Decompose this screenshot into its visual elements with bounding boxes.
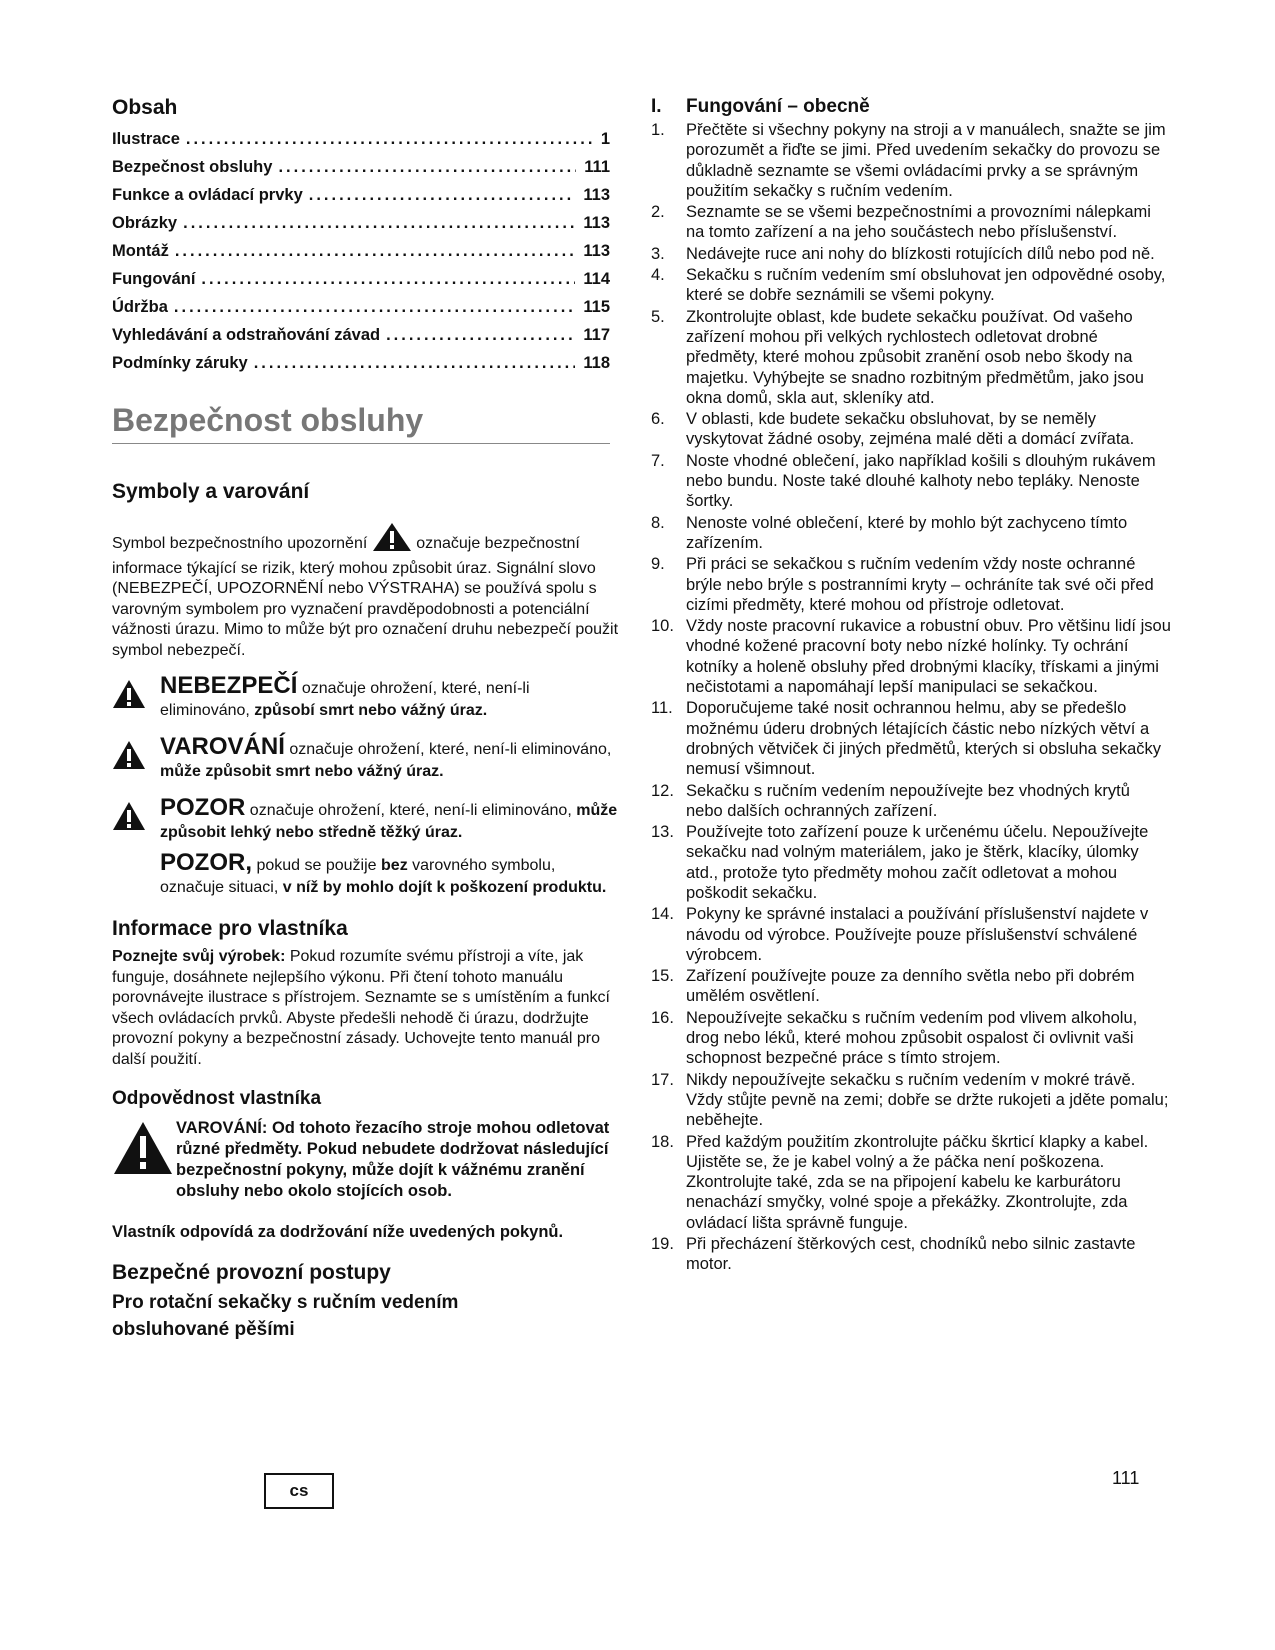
safe-ops-subheading: Pro rotační sekačky s ručním vedením obsluhované pěšími <box>112 1291 459 1340</box>
page-number: 111 <box>1112 1468 1140 1488</box>
symbols-intro-after: označuje bezpečnostní informace týkající se rizik, který mohou způsobit úraz. Signální slovo (NEBEZPEČÍ, UPOZORNĚNÍ nebo VÝSTRAHA) se používá spolu s varovným symbolem pro vyznačení pravděpodobnosti a potenciální vážnosti úrazu. Mimo to může být pro označení druhu nebezpečí použit symbol nebezpečí. <box>112 535 619 659</box>
toc-entry-page: 113 <box>583 214 610 232</box>
rule-number: 17. <box>651 1070 674 1089</box>
left-column <box>112 96 622 1343</box>
rule-text: Při práci se sekačkou s ručním vedením vždy noste ochranné brýle nebo brýle s postranními kryty – ochráníte tak své oči před cizími předměty, které mohou od přístroje odletovat. <box>686 555 1154 614</box>
rule-number: 16. <box>651 1008 674 1027</box>
rule-item <box>651 202 1171 243</box>
rule-text: Pokyny ke správné instalaci a používání příslušenství najdete v návodu od výrobce. Používejte pouze příslušenství schválené výrobcem. <box>686 905 1149 964</box>
toc-leader <box>180 130 593 149</box>
rule-number: 11. <box>651 699 673 718</box>
rule-item <box>651 451 1171 512</box>
danger-word: NEBEZPEČÍ <box>160 672 298 699</box>
safe-ops-heading: Bezpečné provozní postupy <box>112 1260 391 1284</box>
rule-text: Vždy noste pracovní rukavice a robustní obuv. Pro většinu lidí jsou vhodné kožené pracovní boty nebo nízké holínky. Ty ochrání kotníky a holeně obsluhy před drobnými klacíky, třískami a jinými nečistotami a napomáhají lepší manipulaci se sekačkou. <box>686 617 1171 697</box>
caution2-text-a: pokud se použije <box>256 857 377 874</box>
toc-leader <box>272 158 576 177</box>
warning-signal <box>112 733 622 783</box>
toc-leader <box>303 186 576 205</box>
rule-item <box>651 698 1171 779</box>
rule-number: 3. <box>651 244 665 263</box>
danger-text: označuje ohrožení, které, není-li eliminováno, <box>160 680 530 719</box>
owner-info-body: Pokud rozumíte svému přístroji a víte, jak funguje, dosáhnete nejlepšího výkonu. Při čtení tohoto manuálu porovnávejte ilustrace s přístrojem. Seznamte se s umístěním a funkcí všech ovládacích prvků. Abyste předešli nehodě či úrazu, dodržujte provozní pokyny a bezpečnostní zásady. Uchovejte tento manuál pro další použití. <box>112 948 610 1068</box>
rule-text: Nepoužívejte sekačku s ručním vedením pod vlivem alkoholu, drog nebo léků, které mohou způsobit ospalost či ovlivnit vaši schopnost bezpečné práce s tímto strojem. <box>686 1008 1138 1068</box>
toc-entry <box>112 298 610 326</box>
toc-leader <box>168 298 575 317</box>
toc-list <box>112 130 622 382</box>
toc-leader <box>195 270 575 289</box>
operation-number: I. <box>651 96 662 117</box>
caution-bold: může způsobit lehký nebo středně těžký úraz. <box>160 802 618 841</box>
rule-text: Zařízení používejte pouze za denního světla nebo při dobrém umělém osvětlení. <box>686 967 1135 1006</box>
toc-entry-title: Podmínky záruky <box>112 354 248 372</box>
page-title: Bezpečnost obsluhy <box>112 402 610 444</box>
rule-item <box>651 904 1171 965</box>
danger-icon <box>112 675 160 722</box>
rule-number: 14. <box>651 905 674 924</box>
toc-entry-title: Údržba <box>112 298 168 316</box>
rule-text: Nikdy nepoužívejte sekačku s ručním vedením v mokré trávě. Vždy stůjte pevně na zemi; dobře se držte rukojeti a jděte pomalu; neběhejte. <box>686 1070 1169 1130</box>
rule-number: 15. <box>651 967 674 986</box>
toc-entry-title: Fungování <box>112 270 196 288</box>
owner-resp-warning: VAROVÁNÍ: Od tohoto řezacího stroje mohou odletovat různé předměty. Pokud nebudete dodržovat následující bezpečnostní pokyny, může dojít k vážnému zranění obsluhy nebo okolo stojících osob. <box>176 1119 610 1200</box>
warning-word: VAROVÁNÍ <box>160 733 285 760</box>
operation-rules-list <box>651 120 1171 1275</box>
toc-entry-title: Vyhledávání a odstraňování závad <box>112 326 381 344</box>
toc-leader <box>177 214 575 233</box>
rule-item <box>651 966 1171 1007</box>
toc-entry-title: Montáž <box>112 242 169 260</box>
toc-entry-title: Funkce a ovládací prvky <box>112 186 303 204</box>
owner-info-lead: Poznejte svůj výrobek: <box>112 948 286 965</box>
rule-item <box>651 781 1171 822</box>
rule-item <box>651 409 1171 450</box>
rule-item <box>651 244 1171 264</box>
symbols-intro-before: Symbol bezpečnostního upozornění <box>112 535 368 552</box>
rule-text: Nenoste volné oblečení, které by mohlo být zachyceno tímto zařízením. <box>686 513 1128 552</box>
rule-text: Nedávejte ruce ani nohy do blízkosti rotujících dílů nebo pod ně. <box>686 244 1155 263</box>
owner-info-heading: Informace pro vlastníka <box>112 917 348 940</box>
toc-entry <box>112 158 610 186</box>
rule-number: 13. <box>651 823 674 842</box>
toc-entry-title: Bezpečnost obsluhy <box>112 158 273 176</box>
warning-triangle-icon <box>372 522 412 559</box>
rule-text: Sekačku s ručním vedením smí obsluhovat jen odpovědné osoby, které se dobře seznámili se všemi pokyny. <box>686 266 1166 305</box>
toc-heading: Obsah <box>112 96 178 119</box>
owner-info-text <box>112 947 622 1070</box>
rule-text: Seznamte se se všemi bezpečnostními a provozními nálepkami na tomto zařízení a na jeho součástech nebo příslušenství. <box>686 203 1151 242</box>
rule-item <box>651 822 1171 903</box>
symbols-heading: Symboly a varování <box>112 480 310 503</box>
toc-leader <box>248 354 576 373</box>
owner-resp-warning-block <box>112 1118 622 1202</box>
rule-number: 9. <box>651 555 665 574</box>
warning-bold: může způsobit smrt nebo vážný úraz. <box>160 763 444 780</box>
language-badge: cs <box>264 1473 334 1509</box>
toc-entry <box>112 130 610 158</box>
danger-bold: způsobí smrt nebo vážný úraz. <box>254 702 488 719</box>
caution-icon <box>112 797 160 844</box>
owner-resp-heading: Odpovědnost vlastníka <box>112 1088 322 1109</box>
rule-item <box>651 1132 1171 1233</box>
rule-number: 5. <box>651 307 665 326</box>
toc-entry-title: Obrázky <box>112 214 178 232</box>
toc-entry <box>112 354 610 382</box>
rule-item <box>651 554 1171 615</box>
owner-resp-note: Vlastník odpovídá za dodržování níže uvedených pokynů. <box>112 1223 564 1241</box>
rule-text: Před každým použitím zkontrolujte páčku škrticí klapky a kabel. Ujistěte se, že je kabel volný a že páčka není poškozena. Zkontrolujte také, zda se na připojení kabelu ke karburátoru nenachází smyčky, volné spoje a překážky. Zkontrolujte, zda ovládací lišta správně funguje. <box>686 1132 1149 1232</box>
symbols-intro <box>112 522 622 661</box>
toc-entry <box>112 270 610 298</box>
rule-number: 1. <box>651 121 665 139</box>
warning-icon <box>112 736 160 783</box>
toc-entry <box>112 242 610 270</box>
rule-number: 7. <box>651 451 665 470</box>
rule-item <box>651 616 1171 697</box>
rule-item <box>651 513 1171 554</box>
toc-leader <box>380 326 575 345</box>
caution-word: POZOR <box>160 794 246 821</box>
toc-entry-page: 118 <box>583 354 610 372</box>
rule-number: 2. <box>651 203 665 222</box>
rule-text: Doporučujeme také nosit ochrannou helmu, aby se předešlo možnému úderu drobných létajících částic nebo nízkých větví a drobných větviček či jiných předmětů, kterých si obsluha sekačky nemusí všimnout. <box>686 699 1162 779</box>
rule-number: 10. <box>651 617 674 636</box>
toc-entry-page: 117 <box>583 326 610 344</box>
warning-text: označuje ohrožení, které, není-li eliminováno, <box>289 741 612 758</box>
caution-notice <box>112 849 622 899</box>
rule-item <box>651 265 1171 306</box>
rule-text: Při přecházení štěrkových cest, chodníků nebo silnic zastavte motor. <box>686 1235 1136 1274</box>
toc-entry <box>112 326 610 354</box>
rule-text: V oblasti, kde budete sekačku obsluhovat, by se neměly vyskytovat žádné osoby, zejména malé děti a domácí zvířata. <box>686 410 1135 449</box>
toc-entry-page: 113 <box>583 186 610 204</box>
caution-signal <box>112 794 622 844</box>
toc-entry-page: 111 <box>584 158 610 176</box>
toc-entry-page: 1 <box>600 130 610 148</box>
toc-leader <box>169 242 576 261</box>
toc-entry <box>112 214 610 242</box>
rule-text: Přečtěte si všechny pokyny na stroji a v manuálech, snažte se jim porozumět a řiďte se jimi. Před uvedením sekačky do provozu se důkladně seznamte se všemi ovládacími prvky a se správným použitím sekačky s ručním vedením. <box>686 121 1166 200</box>
toc-entry <box>112 186 610 214</box>
rule-number: 19. <box>651 1235 674 1254</box>
danger-signal <box>112 672 622 722</box>
caution2-text-b: varovného symbolu, označuje situaci, <box>160 857 556 896</box>
toc-entry-page: 113 <box>583 242 610 260</box>
toc-entry-page: 115 <box>583 298 610 316</box>
toc-entry-title: Ilustrace <box>112 130 180 148</box>
caution2-bez: bez <box>381 857 408 874</box>
operation-heading: Fungování – obecně <box>686 96 870 117</box>
rule-number: 8. <box>651 513 665 532</box>
caution-text: označuje ohrožení, které, není-li eliminováno, <box>249 802 572 819</box>
caution2-word: POZOR, <box>160 849 253 876</box>
rule-number: 12. <box>651 781 674 800</box>
rule-text: Sekačku s ručním vedením nepoužívejte bez vhodných krytů nebo dalších ochranných zařízení. <box>686 781 1130 820</box>
rule-item <box>651 1070 1171 1131</box>
right-column <box>651 96 1171 1276</box>
rule-item <box>651 120 1171 201</box>
rule-text: Zkontrolujte oblast, kde budete sekačku používat. Od vašeho zařízení mohou při velkých rychlostech odletovat drobné předměty, které mohou způsobit zranění osob nebo škody na majetku. Vyhýbejte se snadno rozbitným předmětům, jako jsou okna domů, skla aut, skleníky atd. <box>686 307 1144 407</box>
rule-number: 18. <box>651 1132 674 1151</box>
rule-text: Noste vhodné oblečení, jako například košili s dlouhým rukávem nebo bundu. Noste také dlouhé kalhoty nebo tepláky. Nenoste šortky. <box>686 451 1156 511</box>
operation-heading-row <box>651 96 1171 118</box>
rule-number: 4. <box>651 266 665 285</box>
rule-text: Používejte toto zařízení pouze k určenému účelu. Nepoužívejte sekačku nad volným materiálem, jako je štěrk, klacíky, úlomky atd., protože tyto předměty mohou začít odletovat a mohou poškodit sekačku. <box>686 823 1149 902</box>
rule-item <box>651 307 1171 408</box>
large-warning-icon <box>112 1120 174 1181</box>
rule-number: 6. <box>651 410 665 429</box>
toc-entry-page: 114 <box>583 270 610 288</box>
rule-item <box>651 1234 1171 1275</box>
caution2-bold: v níž by mohlo dojít k poškození produktu. <box>282 879 607 896</box>
rule-item <box>651 1008 1171 1069</box>
